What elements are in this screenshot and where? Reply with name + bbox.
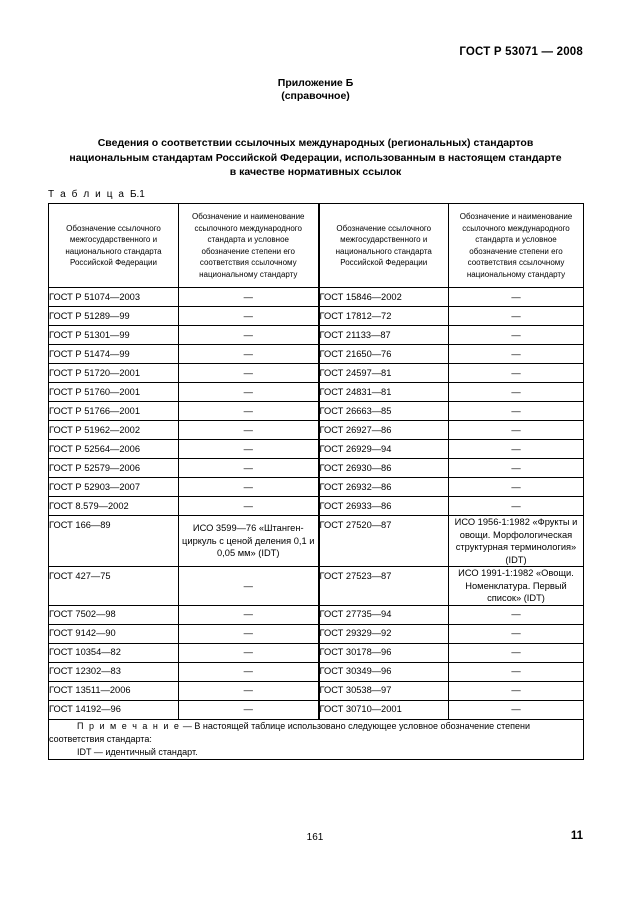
table-row (49, 497, 584, 516)
table-row (49, 307, 584, 326)
table-row (49, 288, 584, 307)
cell-national-standard-left: ГОСТ Р 52903—2007 (49, 478, 179, 497)
column-header-line: Обозначение ссылочного (336, 223, 432, 233)
table-row (49, 605, 584, 624)
cell-international-standard-right: — (449, 700, 584, 719)
column-header-line: национального стандарта (65, 246, 162, 256)
cell-international-standard-right: — (449, 402, 584, 421)
cell-international-standard-right: — (449, 478, 584, 497)
cell-national-standard-right: ГОСТ 30349—96 (319, 662, 449, 681)
cell-national-standard-left: ГОСТ 9142—90 (49, 624, 179, 643)
table-caption (48, 189, 145, 200)
column-header-line: национального стандарта (335, 246, 432, 256)
cell-national-standard-left: ГОСТ Р 51289—99 (49, 307, 179, 326)
cell-national-standard-right: ГОСТ 27735—94 (319, 605, 449, 624)
column-header-line: соответствия ссылочному (467, 258, 565, 267)
table-row (49, 516, 584, 567)
cell-international-standard-right: — (449, 497, 584, 516)
cell-national-standard-right: ГОСТ 30538—97 (319, 681, 449, 700)
cell-international-standard-left: — (179, 643, 319, 662)
annex-kind: (справочное) (281, 90, 350, 102)
table-row (49, 643, 584, 662)
cell-national-standard-left: ГОСТ Р 51301—99 (49, 326, 179, 345)
table-note-paragraph (49, 720, 583, 746)
cell-international-standard-right: — (449, 345, 584, 364)
cell-national-standard-left: ГОСТ Р 51074—2003 (49, 288, 179, 307)
cell-international-standard-left: — (179, 307, 319, 326)
column-header-national-standard-right (319, 204, 449, 288)
column-header-line: Российской Федерации (340, 258, 428, 267)
table-caption-label: Т а б л и ц а (48, 189, 126, 200)
annex-title-block (48, 77, 583, 103)
cell-national-standard-right: ГОСТ 26663—85 (319, 402, 449, 421)
column-header-line: Обозначение и наименование (192, 212, 305, 221)
table-row (49, 345, 584, 364)
table-note-label: П р и м е ч а н и е (77, 720, 181, 731)
table-note-row (49, 719, 584, 759)
cell-international-standard-right: ИСО 1991-1:1982 «Овощи. Номенклатура. Первый список» (IDT) (449, 567, 584, 606)
table-row (49, 326, 584, 345)
cell-international-standard-left: — (179, 605, 319, 624)
cell-national-standard-right: ГОСТ 26927—86 (319, 421, 449, 440)
column-header-line: ссылочного международного (194, 223, 302, 233)
column-header-line: межгосударственного и (69, 235, 158, 244)
cell-international-standard-right: — (449, 643, 584, 662)
table-row (49, 700, 584, 719)
table-row (49, 421, 584, 440)
cell-international-standard-left: — (179, 288, 319, 307)
cell-international-standard-right: — (449, 383, 584, 402)
column-header-line: Российской Федерации (70, 258, 157, 267)
annex-heading (48, 136, 583, 180)
cell-international-standard-left: — (179, 364, 319, 383)
table-header (49, 204, 584, 288)
cell-national-standard-left: ГОСТ 10354—82 (49, 643, 179, 662)
table-header-row (49, 204, 584, 288)
page-number-right: 11 (570, 830, 583, 842)
annex-name: Приложение Б (277, 77, 354, 89)
cell-national-standard-right: ГОСТ 26932—86 (319, 478, 449, 497)
cell-national-standard-left: ГОСТ Р 51760—2001 (49, 383, 179, 402)
cell-international-standard-left: — (179, 459, 319, 478)
cell-national-standard-left: ГОСТ Р 51962—2002 (49, 421, 179, 440)
column-header-line: ссылочного международного (462, 223, 570, 233)
cell-international-standard-left: — (179, 662, 319, 681)
cell-national-standard-left: ГОСТ Р 52564—2006 (49, 440, 179, 459)
cell-national-standard-right: ГОСТ 21133—87 (319, 326, 449, 345)
cell-national-standard-right: ГОСТ 26929—94 (319, 440, 449, 459)
cell-national-standard-right: ГОСТ 26933—86 (319, 497, 449, 516)
page-number-center: 161 (306, 832, 324, 843)
cell-international-standard-right: — (449, 288, 584, 307)
running-header-standard-number: ГОСТ Р 53071 — 2008 (459, 46, 583, 58)
reference-standards-table (48, 203, 584, 760)
cell-national-standard-left: ГОСТ 13511—2006 (49, 681, 179, 700)
cell-international-standard-left: — (179, 402, 319, 421)
annex-heading-line-1: Сведения о соответствии ссылочных международных (региональных) стандартов (97, 137, 534, 149)
table-note-text: — В настоящей таблице использовано следующее условное обозначение степени соответствия стандарта: (49, 720, 531, 744)
cell-national-standard-left: ГОСТ Р 52579—2006 (49, 459, 179, 478)
table-row (49, 383, 584, 402)
cell-national-standard-right: ГОСТ 24597—81 (319, 364, 449, 383)
cell-international-standard-right: — (449, 421, 584, 440)
column-header-line: национальному стандарту (466, 269, 566, 279)
cell-national-standard-right: ГОСТ 24831—81 (319, 383, 449, 402)
cell-national-standard-right: ГОСТ 30178—96 (319, 643, 449, 662)
cell-national-standard-left: ГОСТ 12302—83 (49, 662, 179, 681)
table-row (49, 567, 584, 606)
column-header-line: Обозначение и наименование (459, 212, 573, 221)
cell-national-standard-right: ГОСТ 21650—76 (319, 345, 449, 364)
cell-international-standard-left: — (179, 383, 319, 402)
table-note-cell (49, 719, 584, 759)
cell-international-standard-left: ИСО 3599—76 «Штанген-циркуль с ценой деления 0,1 и 0,05 мм» (IDT) (179, 516, 319, 567)
cell-national-standard-left: ГОСТ 14192—96 (49, 700, 179, 719)
cell-international-standard-left: — (179, 497, 319, 516)
table-caption-number: Б.1 (129, 189, 145, 200)
cell-international-standard-right: — (449, 459, 584, 478)
column-header-national-standard-left (49, 204, 179, 288)
column-header-line: обозначение степени его (469, 246, 563, 256)
column-header-international-standard-right (449, 204, 584, 288)
column-header-line: стандарта и условное (475, 235, 557, 244)
cell-international-standard-right: — (449, 662, 584, 681)
table-body (49, 288, 584, 720)
cell-national-standard-right: ГОСТ 17812—72 (319, 307, 449, 326)
cell-international-standard-right: — (449, 307, 584, 326)
cell-national-standard-left: ГОСТ 166—89 (49, 516, 179, 567)
cell-national-standard-left: ГОСТ 8.579—2002 (49, 497, 179, 516)
table-row (49, 478, 584, 497)
table-row (49, 364, 584, 383)
cell-national-standard-right: ГОСТ 29329—92 (319, 624, 449, 643)
cell-international-standard-right: — (449, 605, 584, 624)
annex-heading-line-3: в качестве нормативных ссылок (229, 166, 402, 178)
cell-national-standard-right: ГОСТ 15846—2002 (319, 288, 449, 307)
column-header-line: соответствия ссылочному (199, 258, 297, 267)
table-footnote (49, 719, 584, 759)
cell-national-standard-right: ГОСТ 27520—87 (319, 516, 449, 567)
column-header-line: обозначение степени его (201, 246, 295, 256)
cell-international-standard-right: — (449, 326, 584, 345)
table-row (49, 681, 584, 700)
column-header-line: Обозначение ссылочного (66, 223, 161, 233)
table-row (49, 459, 584, 478)
cell-national-standard-right: ГОСТ 30710—2001 (319, 700, 449, 719)
column-header-line: межгосударственного и (340, 235, 428, 244)
cell-international-standard-left: — (179, 440, 319, 459)
cell-international-standard-right: — (449, 364, 584, 383)
cell-national-standard-left: ГОСТ Р 51720—2001 (49, 364, 179, 383)
table-row (49, 662, 584, 681)
column-header-international-standard-left (179, 204, 319, 288)
cell-international-standard-left: — (179, 700, 319, 719)
cell-international-standard-left: — (179, 326, 319, 345)
table-row (49, 624, 584, 643)
cell-international-standard-right: ИСО 1956-1:1982 «Фрукты и овощи. Морфологическая структурная терминология» (IDT) (449, 516, 584, 567)
reference-standards-table-wrapper (48, 203, 583, 760)
cell-national-standard-right: ГОСТ 26930—86 (319, 459, 449, 478)
cell-national-standard-left: ГОСТ 427—75 (49, 567, 179, 606)
cell-international-standard-left: — (179, 567, 319, 606)
table-row (49, 440, 584, 459)
cell-international-standard-right: — (449, 681, 584, 700)
cell-national-standard-right: ГОСТ 27523—87 (319, 567, 449, 606)
cell-national-standard-left: ГОСТ Р 51474—99 (49, 345, 179, 364)
cell-international-standard-right: — (449, 440, 584, 459)
cell-international-standard-left: — (179, 421, 319, 440)
table-row (49, 402, 584, 421)
cell-national-standard-left: ГОСТ Р 51766—2001 (49, 402, 179, 421)
cell-national-standard-left: ГОСТ 7502—98 (49, 605, 179, 624)
column-header-line: стандарта и условное (207, 235, 289, 244)
cell-international-standard-left: — (179, 345, 319, 364)
annex-heading-line-2: национальным стандартам Российской Федерации, использованным в настоящем стандарте (69, 151, 562, 164)
cell-international-standard-left: — (179, 478, 319, 497)
table-note-definition: IDT — идентичный стандарт. (77, 746, 198, 757)
cell-international-standard-left: — (179, 681, 319, 700)
cell-international-standard-left: — (179, 624, 319, 643)
column-header-line: национальному стандарту (199, 269, 298, 279)
cell-international-standard-right: — (449, 624, 584, 643)
